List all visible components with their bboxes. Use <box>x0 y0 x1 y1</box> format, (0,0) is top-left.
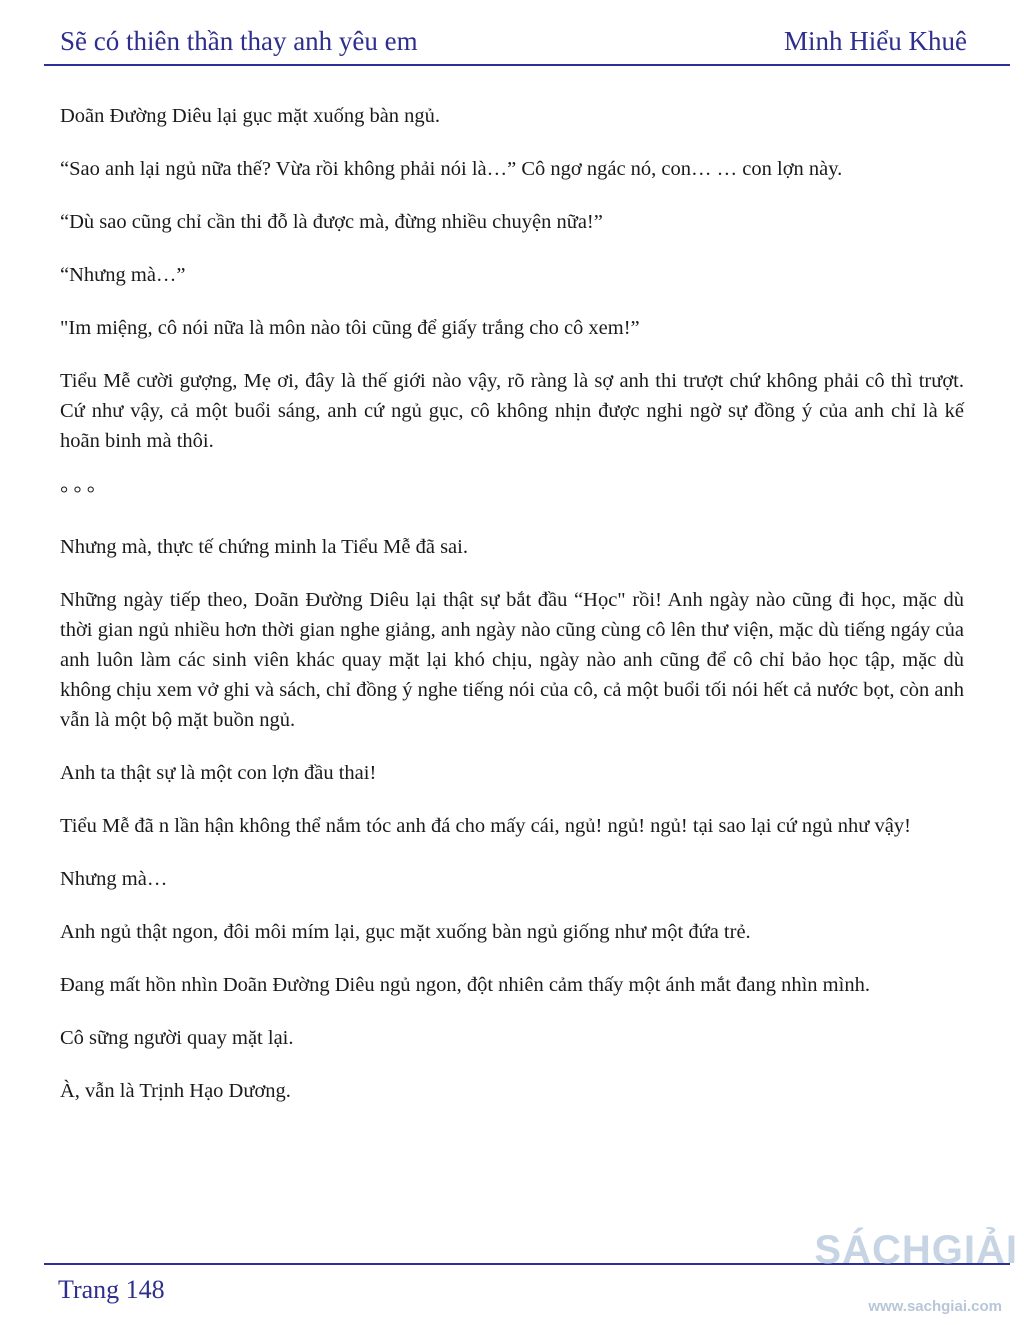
watermark-logo: SÁCHGIẢI <box>814 1228 1018 1272</box>
paragraph: Tiểu Mễ cười gượng, Mẹ ơi, đây là thế giới nào vậy, rõ ràng là sợ anh thi trượt chứ không phải cô thì trượt. Cứ như vậy, cả một buổi sáng, anh cứ ngủ gục, cô không nhịn được nghi ngờ sự đồng ý của anh chỉ là kế hoãn binh mà thôi. <box>60 370 964 452</box>
paragraph: “Sao anh lại ngủ nữa thế? Vừa rồi không phải nói là…” Cô ngơ ngác nó, con… … con lợn này. <box>60 158 843 180</box>
paragraph: Những ngày tiếp theo, Doãn Đường Diêu lại thật sự bắt đầu “Học" rồi! Anh ngày nào cũng đi học, mặc dù thời gian ngủ nhiều hơn thời gian nghe giảng, anh ngày nào cũng cùng cô lên thư viện, mặc dù tiếng ngáy của anh luôn làm các sinh viên khác quay mặt lại khó chịu, ngày nào anh cũng để cô chỉ bảo học tập, mặc dù không chịu xem vở ghi và sách, chỉ đồng ý nghe tiếng nói của cô, cả một buổi tối nói hết cả nước bọt, còn anh vẫn là một bộ mặt buồn ngủ. <box>60 589 964 731</box>
paragraph: Nhưng mà… <box>60 868 168 890</box>
paragraph: Nhưng mà, thực tế chứng minh la Tiểu Mễ đã sai. <box>60 536 468 558</box>
paragraph: Cô sững người quay mặt lại. <box>60 1027 294 1049</box>
paragraph: Đang mất hồn nhìn Doãn Đường Diêu ngủ ngon, đột nhiên cảm thấy một ánh mắt đang nhìn mình. <box>60 974 870 996</box>
paragraph: À, vẫn là Trịnh Hạo Dương. <box>60 1080 291 1102</box>
paragraph: “Nhưng mà…” <box>60 264 186 286</box>
paragraph: Anh ngủ thật ngon, đôi môi mím lại, gục mặt xuống bàn ngủ giống như một đứa trẻ. <box>60 921 751 943</box>
header-divider <box>44 64 1010 66</box>
watermark <box>814 1228 1024 1323</box>
paragraph: "Im miệng, cô nói nữa là môn nào tôi cũng để giấy trắng cho cô xem!” <box>60 317 640 339</box>
watermark-url: www.sachgiai.com <box>868 1298 1002 1315</box>
paragraph: “Dù sao cũng chỉ cần thi đỗ là được mà, đừng nhiều chuyện nữa!” <box>60 211 603 233</box>
page-number: Trang 148 <box>58 1275 165 1304</box>
page-body <box>60 101 964 1129</box>
paragraph: Tiểu Mễ đã n lần hận không thể nắm tóc anh đá cho mấy cái, ngủ! ngủ! ngủ! tại sao lại cứ ngủ như vậy! <box>60 815 911 837</box>
scene-break: ° ° ° <box>60 483 95 505</box>
page-header <box>0 0 1024 68</box>
book-title: Sẽ có thiên thần thay anh yêu em <box>60 26 418 56</box>
paragraph: Doãn Đường Diêu lại gục mặt xuống bàn ngủ. <box>60 105 441 127</box>
paragraph: Anh ta thật sự là một con lợn đầu thai! <box>60 762 377 784</box>
book-author: Minh Hiểu Khuê <box>784 26 967 56</box>
